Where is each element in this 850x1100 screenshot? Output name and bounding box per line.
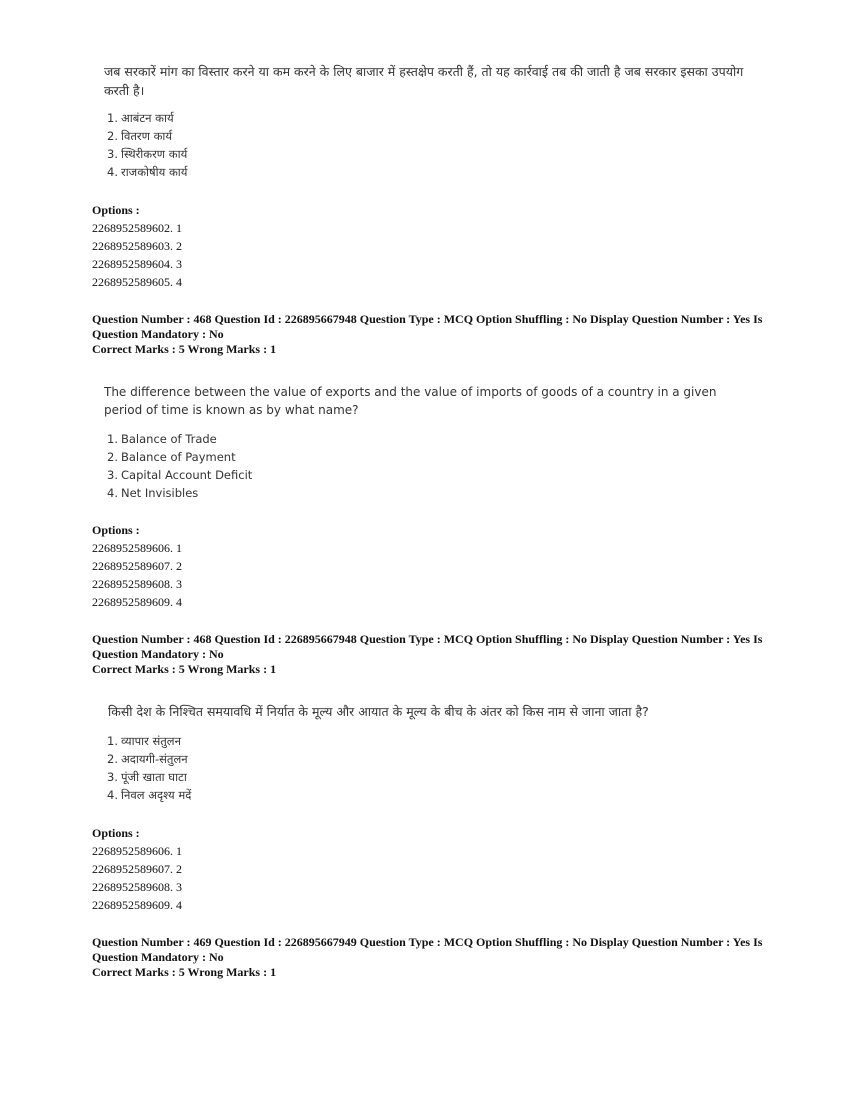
- question-meta-line: Question Number : 468 Question Id : 226895667948 Question Type : MCQ Option Shuffling : No Display Question Number : Yes Is: [92, 312, 763, 326]
- option-id: 2268952589607. 2: [92, 862, 182, 876]
- question-text-hindi: किसी देश के निश्चित समयावधि में निर्यात के मूल्य और आयात के मूल्य के बीच के अंतर को किस नाम से जाना जाता है?: [108, 704, 649, 719]
- answer-choice: 3. स्थिरीकरण कार्य: [107, 147, 188, 161]
- option-id: 2268952589608. 3: [92, 577, 182, 591]
- option-id: 2268952589604. 3: [92, 257, 182, 271]
- answer-choice: 4. राजकोषीय कार्य: [107, 165, 188, 179]
- question-text-english: The difference between the value of exports and the value of imports of goods of a country in a given period of time is known as by what name?: [104, 385, 717, 417]
- options-section: [92, 201, 182, 291]
- answer-choice: 2. अदायगी-संतुलन: [107, 752, 188, 766]
- option-id: 2268952589603. 2: [92, 239, 182, 253]
- question-meta: [92, 935, 772, 980]
- options-section: [92, 824, 182, 914]
- option-id: 2268952589605. 4: [92, 275, 182, 289]
- options-section: [92, 521, 182, 611]
- marks-line: Correct Marks : 5 Wrong Marks : 1: [92, 965, 277, 979]
- answer-choice: 1. Balance of Trade: [107, 432, 217, 446]
- option-id: 2268952589608. 3: [92, 880, 182, 894]
- marks-line: Correct Marks : 5 Wrong Marks : 1: [92, 342, 277, 356]
- options-label: Options :: [92, 203, 140, 217]
- question-meta-line: Question Mandatory : No: [92, 950, 224, 964]
- options-label: Options :: [92, 523, 140, 537]
- answer-choice: 3. पूंजी खाता घाटा: [107, 770, 187, 784]
- answer-choice: 4. निवल अदृश्य मदें: [107, 788, 192, 802]
- answer-choice: 2. Balance of Payment: [107, 450, 236, 464]
- option-id: 2268952589609. 4: [92, 898, 182, 912]
- option-id: 2268952589609. 4: [92, 595, 182, 609]
- question-text-hindi: जब सरकारें मांग का विस्तार करने या कम करने के लिए बाजार में हस्तक्षेप करती हैं, तो यह कार्रवाई तब की जाती है जब सरकार इसका उपयोग करती है।: [104, 64, 744, 98]
- answer-choice: 2. वितरण कार्य: [107, 129, 173, 143]
- answer-choices-list: [107, 732, 191, 804]
- question-meta-line: Question Mandatory : No: [92, 327, 224, 341]
- options-label: Options :: [92, 826, 140, 840]
- option-id: 2268952589606. 1: [92, 844, 182, 858]
- answer-choice: 3. Capital Account Deficit: [107, 468, 253, 482]
- answer-choice: 1. आबंटन कार्य: [107, 111, 174, 125]
- option-id: 2268952589607. 2: [92, 559, 182, 573]
- answer-choice: 4. Net Invisibles: [107, 486, 199, 500]
- marks-line: Correct Marks : 5 Wrong Marks : 1: [92, 662, 277, 676]
- option-id: 2268952589606. 1: [92, 541, 182, 555]
- question-meta-line: Question Mandatory : No: [92, 647, 224, 661]
- option-id: 2268952589602. 1: [92, 221, 182, 235]
- question-meta: [92, 312, 772, 357]
- answer-choice: 1. व्यापार संतुलन: [107, 734, 181, 748]
- answer-choices-list: [107, 109, 187, 181]
- question-meta-line: Question Number : 468 Question Id : 226895667948 Question Type : MCQ Option Shuffling : No Display Question Number : Yes Is: [92, 632, 763, 646]
- answer-choices-list: [107, 430, 252, 502]
- question-meta: [92, 632, 772, 677]
- question-meta-line: Question Number : 469 Question Id : 226895667949 Question Type : MCQ Option Shuffling : No Display Question Number : Yes Is: [92, 935, 763, 949]
